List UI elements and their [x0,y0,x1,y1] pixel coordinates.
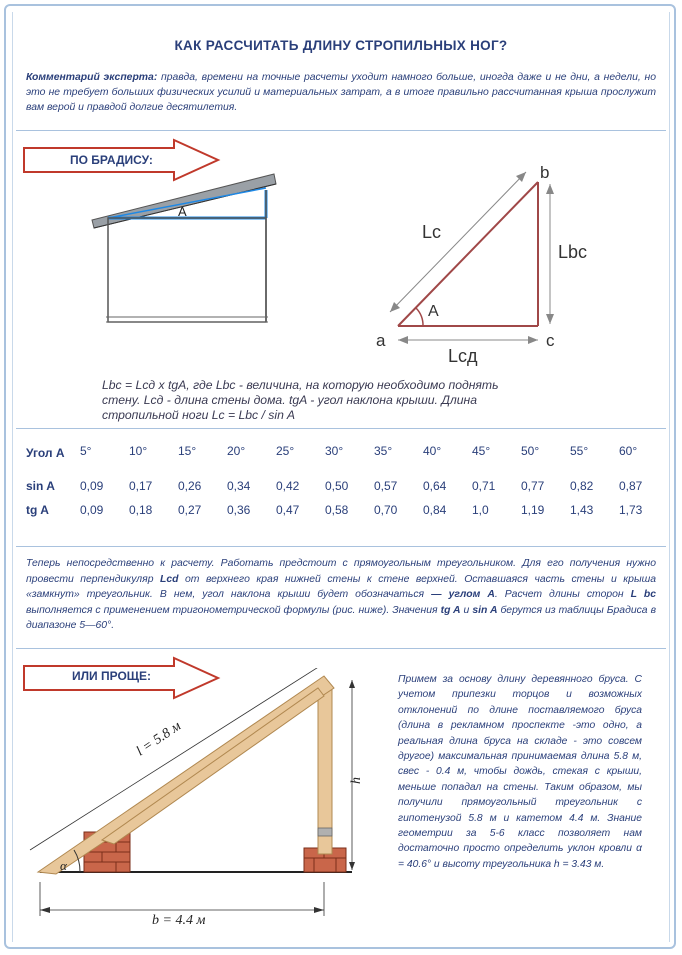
arrow-label-simpler: ИЛИ ПРОЩЕ: [72,669,152,683]
table-row-angles [26,432,668,474]
base-leg-label: Lcд [448,346,478,366]
house-sketch [88,170,288,330]
table-cell: 0,71 [472,479,496,493]
table-cell: 35° [374,444,393,458]
page-title: КАК РАССЧИТАТЬ ДЛИНУ СТРОПИЛЬНЫХ НОГ? [174,38,508,53]
row-label-sin: sin A [26,479,55,493]
table-cell: 0,27 [178,503,202,517]
table-cell: 0,82 [570,479,594,493]
vertex-b-label: b [540,163,550,182]
expert-comment-text: правда, времени на точные расчеты уходит намного больше, иногда даже и не дни, а недели, но это не требует больших физических усилий и материальных затрат, а в итоге правильно рассчитанная крыша прослужит вам верой и правдой долгие десятилетия. [26,72,656,113]
divider-3 [16,546,666,547]
expert-comment [26,70,656,115]
table-cell: 5° [80,444,92,458]
table-cell: 25° [276,444,295,458]
base-length-label: b = 4.4 м [152,913,206,928]
table-cell: 20° [227,444,246,458]
calc-bold-2: — углом А [431,589,495,600]
table-cell: 0,47 [276,503,300,517]
formula-text [102,378,602,423]
table-cell: 0,87 [619,479,643,493]
hypotenuse-label: Lc [422,222,442,242]
row-label-angle: Угол А [26,445,65,460]
table-cell: 60° [619,444,638,458]
divider-1 [16,130,666,131]
table-cell: 0,84 [423,503,447,517]
calc-bold-4: tg A [440,604,461,616]
alpha-label: α [60,858,67,873]
table-cell: 0,09 [80,479,104,493]
formula-line-1: Lbc = Lcд x tgA, где Lbc - величина, на которую необходимо поднять [102,378,499,392]
calc-text-5: и [460,604,473,616]
table-cell: 0,42 [276,479,300,493]
table-row-tg [26,498,668,522]
calc-bold-1: Lcd [160,573,179,585]
divider-4 [16,648,666,649]
table-cell: 0,70 [374,503,398,517]
table-cell: 10° [129,444,148,458]
table-cell: 1,43 [570,503,594,517]
house-angle-label: А [178,204,187,219]
table-cell: 0,17 [129,479,153,493]
table-cell: 55° [570,444,589,458]
rafter-length-label: l = 5.8 м [133,718,184,760]
arrow-label-bradis: ПО БРАДИСУ: [70,153,153,167]
table-cell: 0,57 [374,479,398,493]
table-cell: 0,77 [521,479,545,493]
formula-line-3: стропильной ноги Lc = Lbc / sin A [102,408,295,422]
calc-text-4: выполняется с применением тригонометрической формулы (рис. ниже). Значения [26,604,441,616]
vertex-a-label: a [376,331,386,350]
formula-line-2: стену. Lcд - длина стены дома. tgA - угол наклона крыши. Длина [102,393,478,407]
table-cell: 1,19 [521,503,545,517]
calc-bold-5: sin A [472,604,498,616]
calc-text-3: . Расчет длины сторон [494,589,631,600]
bradis-table [26,432,668,522]
table-cell: 30° [325,444,344,458]
table-cell: 40° [423,444,442,458]
height-label: h [349,777,364,784]
calc-bold-3: L bc [630,589,656,600]
simpler-method-text: Примем за основу длину деревянного бруса. С учетом припезки торцов и возможных отклонений по длине поставляемого бруса (длина в рекламном проспекте -это одно, а реальная длина бруса на складе - это совсем другое) максимальная принимаемая длина 5.8 м, свес - 0.4 м, чтобы дождь, стекая с крыши, меньше попадал на стены. Таким образом, мы получили прямоугольный треугольник с гипотенузой 5.8 м и катетом 4.4 м. Знание геометрии за 5-6 класс позволяет нам достаточно просто определить уклон кровли α = 40.6° и высоту треугольника h = 3.43 м. [398,674,642,870]
vertex-c-label: c [546,331,555,350]
table-cell: 1,73 [619,503,643,517]
table-cell: 15° [178,444,197,458]
calc-text-2: от верхнего края нижней стены к стене верхней. Оставшаяся часть стены и крыша «замкнут» треугольник. В нем, угол наклона крыши будет обозначаться [26,573,656,600]
table-cell: 0,58 [325,503,349,517]
table-cell: 0,36 [227,503,251,517]
table-row-sin [26,474,668,498]
calculation-paragraph [26,556,656,634]
table-cell: 45° [472,444,491,458]
table-cell: 0,26 [178,479,202,493]
table-cell: 0,34 [227,479,251,493]
table-cell: 0,09 [80,503,104,517]
table-cell: 1,0 [472,503,489,517]
calc-text-1: Теперь непосредственно к расчету. Работать предстоит с прямоугольным треугольником. Для его получения нужно провести перпендикуляр [26,558,656,585]
triangle-diagram [368,160,618,370]
divider-2 [16,428,666,429]
table-cell: 0,18 [129,503,153,517]
vertical-leg-label: Lbc [558,242,588,262]
row-label-tg: tg A [26,503,49,517]
table-cell: 50° [521,444,540,458]
expert-comment-lead: Комментарий эксперта: [26,72,158,83]
triangle-angle-label: A [428,303,439,320]
table-cell: 0,50 [325,479,349,493]
calc-text-6: берутся из таблицы Брадиса в диапазоне 5—60°. [26,604,657,631]
table-cell: 0,64 [423,479,447,493]
rafter-diagram [22,668,382,930]
